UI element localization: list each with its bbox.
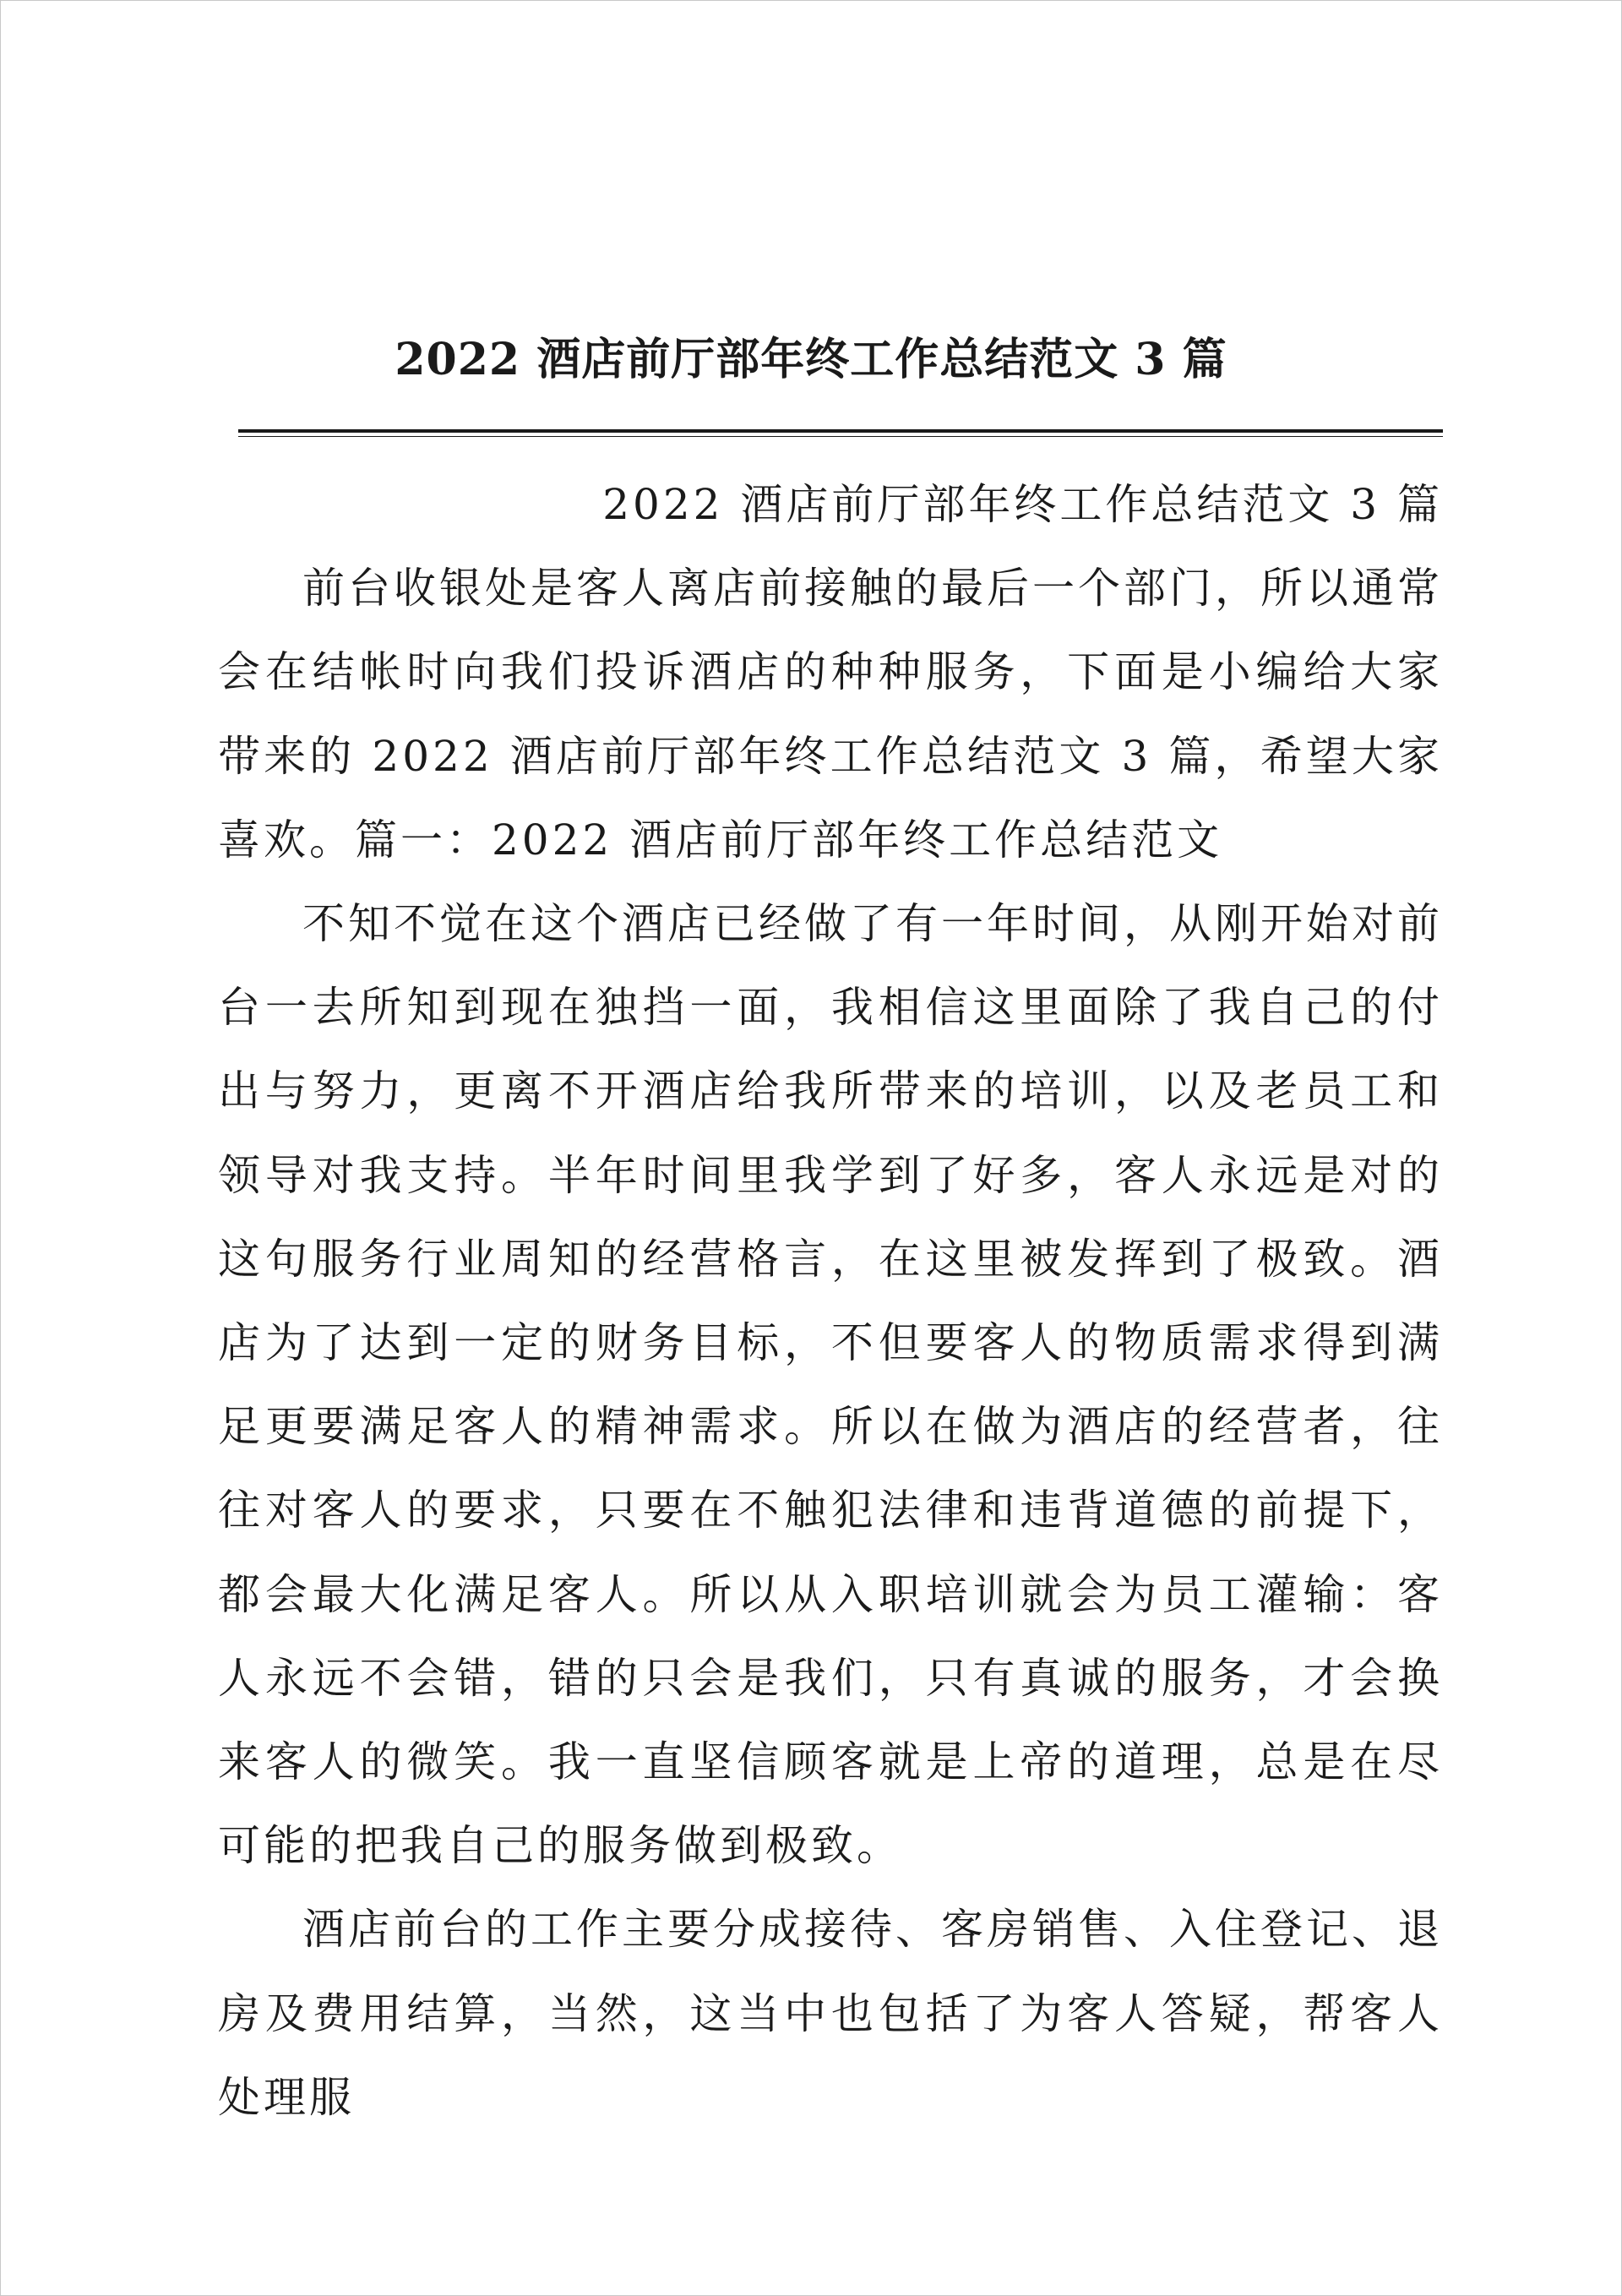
document-title: 2022 酒店前厅部年终工作总结范文 3 篇 xyxy=(395,334,1227,385)
paragraph-body-2: 酒店前台的工作主要分成接待、客房销售、入住登记、退房及费用结算，当然，这当中也包括了为客人答疑，帮客人处理服 xyxy=(218,1905,1443,2122)
paragraph-intro: 前台收银处是客人离店前接触的最后一个部门，所以通常会在结帐时向我们投诉酒店的种种服务，下面是小编给大家带来的 2022 酒店前厅部年终工作总结范文 3 篇，希望大家喜欢。篇一：2022 酒店前厅部年终工作总结范文 xyxy=(218,564,1443,864)
paragraph-body-1: 不知不觉在这个酒店已经做了有一年时间，从刚开始对前台一去所知到现在独挡一面，我相信这里面除了我自己的付出与努力，更离不开酒店给我所带来的培训，以及老员工和领导对我支持。半年时间里我学到了好多，客人永远是对的这句服务行业周知的经营格言，在这里被发挥到了极致。酒店为了达到一定的财务目标，不但要客人的物质需求得到满足更要满足客人的精神需求。所以在做为酒店的经营者，往往对客人的要求，只要在不触犯法律和违背道德的前提下，都会最大化满足客人。所以从入职培训就会为员工灌输：客人永远不会错，错的只会是我们，只有真诚的服务，才会换来客人的微笑。我一直坚信顾客就是上帝的道理，总是在尽可能的把我自己的服务做到极致。 xyxy=(218,899,1443,1871)
document-subtitle: 2022 酒店前厅部年终工作总结范文 3 篇 xyxy=(602,480,1443,529)
document-body xyxy=(218,463,1443,2140)
title-divider xyxy=(238,429,1443,437)
